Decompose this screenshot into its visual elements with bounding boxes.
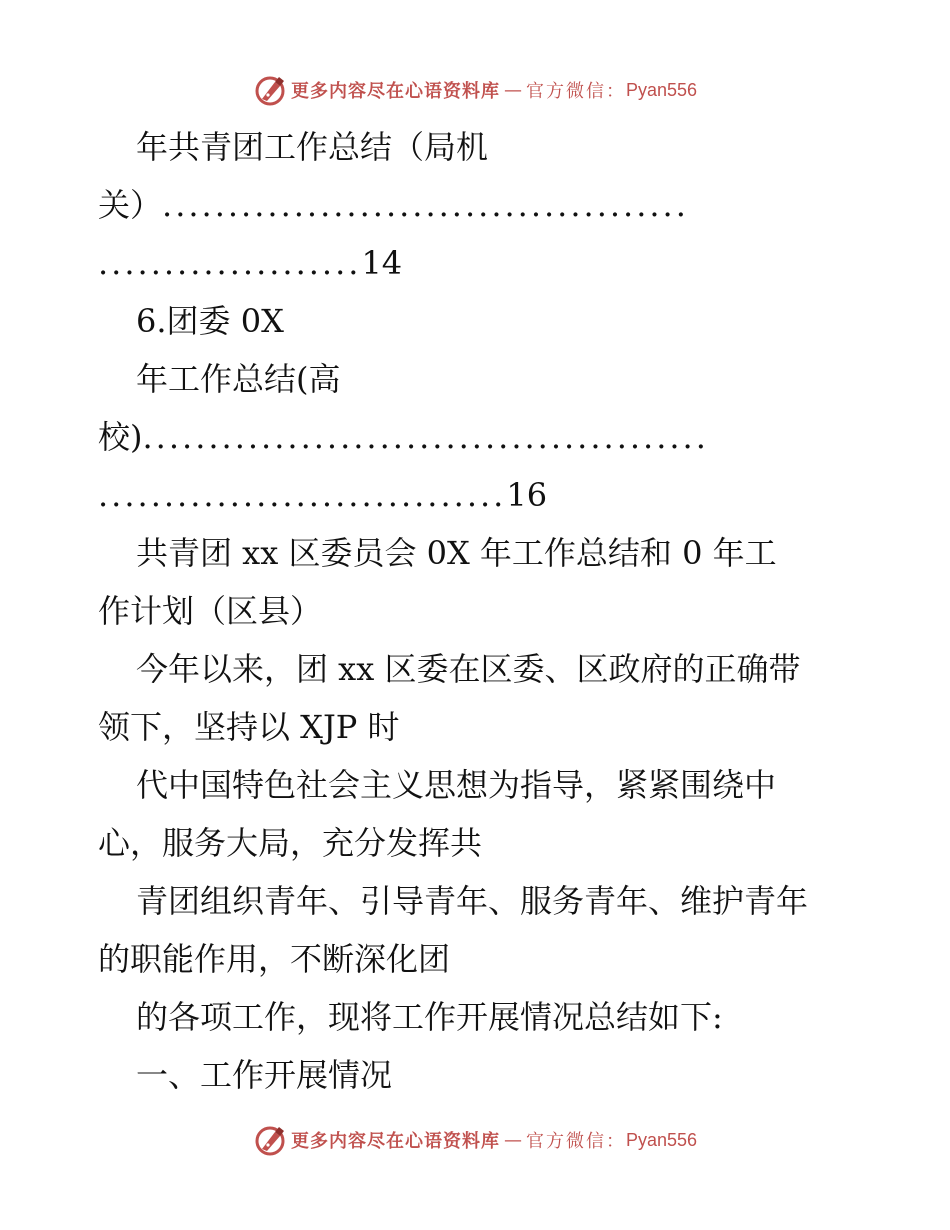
toc-entry-6-dots: ........................................... xyxy=(142,418,709,456)
watermark-brand: 更多内容尽在心语资料库 xyxy=(290,81,500,102)
watermark-suffix: 官方微信： xyxy=(525,81,626,102)
toc-entry-5-title: 年共青团工作总结（局机 xyxy=(136,128,489,166)
toc-entry-6-page-number: 16 xyxy=(506,476,548,514)
toc-entry-6-leader-row xyxy=(98,408,858,466)
section-heading-1: 一、工作开展情况 xyxy=(136,1056,393,1094)
toc-entry-5-title-cont: 关） xyxy=(98,186,163,224)
toc-entry-6-title-cont: 校) xyxy=(98,418,143,456)
toc-entry-5-page-row xyxy=(98,234,858,292)
watermark-handle: Pyan556 xyxy=(625,1129,698,1150)
document-content xyxy=(98,118,858,1104)
footer-watermark xyxy=(0,1120,950,1160)
toc-entry-5-leader-row xyxy=(98,176,858,234)
watermark-brand: 更多内容尽在心语资料库 xyxy=(290,1131,500,1152)
toc-entry-5-dots-cont: .................... xyxy=(98,244,362,282)
toc-entry-6-page-row xyxy=(98,466,858,524)
pen-logo-icon xyxy=(253,1123,287,1157)
toc-entry-6-dots-cont: ............................... xyxy=(98,476,507,514)
watermark-dash: — xyxy=(503,79,522,101)
paragraph-4: 的各项工作，现将工作开展情况总结如下: xyxy=(136,998,723,1036)
paragraph-3-cont: 的职能作用，不断深化团 xyxy=(98,940,451,978)
header-watermark xyxy=(0,70,950,110)
watermark-dash: — xyxy=(503,1129,522,1151)
watermark-suffix: 官方微信： xyxy=(525,1131,626,1152)
toc-entry-6-title: 年工作总结(高 xyxy=(136,360,341,398)
watermark-handle: Pyan556 xyxy=(625,79,698,100)
paragraph-1: 今年以来，团 xx 区委在区委、区政府的正确带 xyxy=(136,650,801,688)
toc-entry-5-dots: ........................................ xyxy=(162,186,689,224)
toc-entry-5-page-number: 14 xyxy=(361,244,403,282)
paragraph-2: 代中国特色社会主义思想为指导，紧紧围绕中 xyxy=(136,766,777,804)
paragraph-3: 青团组织青年、引导青年、服务青年、维护青年 xyxy=(136,882,809,920)
toc-entry-6-number: 6.团委 0X xyxy=(136,302,284,340)
paragraph-1-cont: 领下，坚持以 XJP 时 xyxy=(98,708,400,746)
document-title: 共青团 xx 区委员会 0X 年工作总结和 0 年工 xyxy=(136,534,777,572)
document-title-cont: 作计划（区县） xyxy=(98,592,323,630)
paragraph-2-cont: 心，服务大局，充分发挥共 xyxy=(98,824,483,862)
pen-logo-icon xyxy=(253,73,287,107)
